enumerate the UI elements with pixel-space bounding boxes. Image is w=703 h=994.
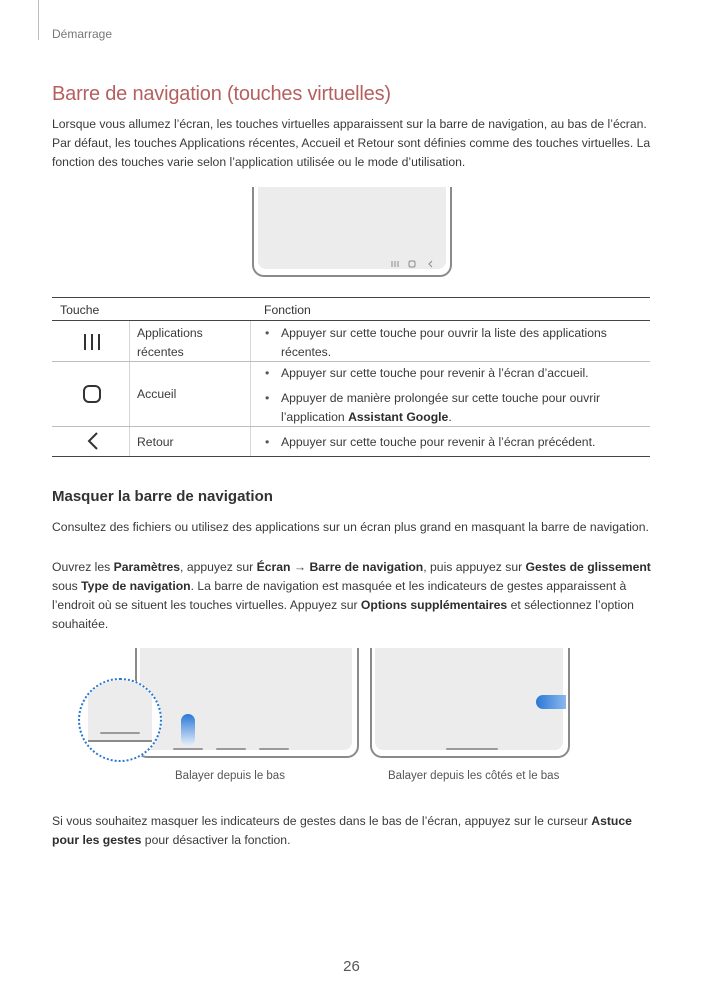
header-rule xyxy=(38,0,39,40)
col-header-function: Fonction xyxy=(264,303,311,317)
function-bullet: • Appuyer sur cette touche pour revenir à l’écran précédent. xyxy=(281,433,631,452)
col-header-key: Touche xyxy=(60,303,100,317)
swipe-up-gesture-icon xyxy=(181,714,195,746)
caption-left: Balayer depuis le bas xyxy=(175,770,285,782)
more-options-label: Options supplémentaires xyxy=(360,598,508,612)
back-icon xyxy=(86,431,100,451)
table-bottom-rule xyxy=(52,456,650,457)
paragraph-text xyxy=(52,812,652,850)
key-name: Applications récentes xyxy=(137,326,203,359)
row-divider xyxy=(52,426,650,427)
subsection-paragraph-3 xyxy=(52,812,652,850)
row-divider xyxy=(52,361,650,362)
section-label: Démarrage xyxy=(52,27,113,41)
arrow-text: → xyxy=(290,560,310,574)
bullet-text: . xyxy=(448,410,452,424)
text: , appuyez sur xyxy=(180,560,257,574)
text: pour désactiver la fonction. xyxy=(141,833,291,847)
navigation-bar-label: Barre de navigation xyxy=(309,560,424,574)
function-bullet: • Appuyer sur cette touche pour revenir à l’écran d’accueil. xyxy=(281,364,631,383)
gesture-indicator xyxy=(173,748,203,750)
gesture-indicator xyxy=(216,748,246,750)
key-name: Retour xyxy=(137,435,174,449)
key-name: Accueil xyxy=(137,387,177,401)
page-number: 26 xyxy=(343,958,360,975)
text: Ouvrez les xyxy=(52,560,114,574)
col-separator xyxy=(129,321,130,456)
device-screen xyxy=(375,648,563,750)
paragraph-text: Consultez des fichiers ou utilisez des applications sur un écran plus grand en masquant la barre de navigation. xyxy=(52,520,649,534)
swipe-side-gesture-icon xyxy=(536,695,566,709)
home-icon xyxy=(82,384,102,404)
swipe-gestures-label: Gestes de glissement xyxy=(525,560,651,574)
caption-right: Balayer depuis les côtés et le bas xyxy=(388,770,560,782)
subsection-paragraph-2 xyxy=(52,558,652,634)
swipe-bottom-illustration xyxy=(70,648,370,763)
function-bullet: • Appuyer sur cette touche pour ouvrir la liste des applications récentes. xyxy=(281,324,631,362)
function-bullet xyxy=(281,389,631,427)
page-title: Barre de navigation (touches virtuelles) xyxy=(52,83,391,105)
paragraph-text xyxy=(52,558,652,634)
device-screen xyxy=(258,187,446,269)
nav-keys-mini xyxy=(388,259,438,269)
header-rule xyxy=(52,320,650,321)
table-top-rule xyxy=(52,297,650,298)
text: sous xyxy=(52,579,82,593)
gesture-indicator xyxy=(259,748,289,750)
intro-paragraph xyxy=(52,115,652,172)
intro-text: Lorsque vous allumez l’écran, les touches virtuelles apparaissent sur la barre de navigation, au bas de l’écran. Par défaut, les touches Applications récentes, Accueil et Retour sont définies comme des touches virtuelles. La fonction des touches varie selon l’application utilisée ou le mode d’utilisation. xyxy=(52,117,651,169)
magnifier-circle xyxy=(78,678,162,762)
subsection-paragraph-1 xyxy=(52,518,652,537)
text: , puis appuyez sur xyxy=(423,560,526,574)
subsection-title: Masquer la barre de navigation xyxy=(52,488,273,505)
settings-label: Paramètres xyxy=(113,560,181,574)
device-screen xyxy=(140,648,352,750)
text: et sélectionnez l’option souhaitée. xyxy=(52,598,634,631)
assistant-google-label: Assistant Google xyxy=(348,410,449,424)
col-separator xyxy=(250,321,251,456)
screen-label: Écran xyxy=(256,560,291,574)
device-illustration xyxy=(252,187,452,279)
navigation-type-label: Type de navigation xyxy=(81,579,191,593)
gesture-indicator xyxy=(446,748,498,750)
swipe-sides-illustration xyxy=(370,648,570,763)
text: . La barre de navigation est masquée et les indicateurs de gestes apparaissent à l’endroit où se situent les touches virtuelles. Appuyez sur xyxy=(52,579,627,612)
magnified-gesture-indicator xyxy=(100,732,140,734)
recent-apps-icon xyxy=(82,333,102,351)
gesture-hint-label: Astuce pour les gestes xyxy=(52,814,632,847)
bullet-text: Appuyer de manière prolongée sur cette touche pour ouvrir l’application xyxy=(281,391,601,424)
text: Si vous souhaitez masquer les indicateurs de gestes dans le bas de l’écran, appuyez sur le curseur xyxy=(52,814,592,828)
